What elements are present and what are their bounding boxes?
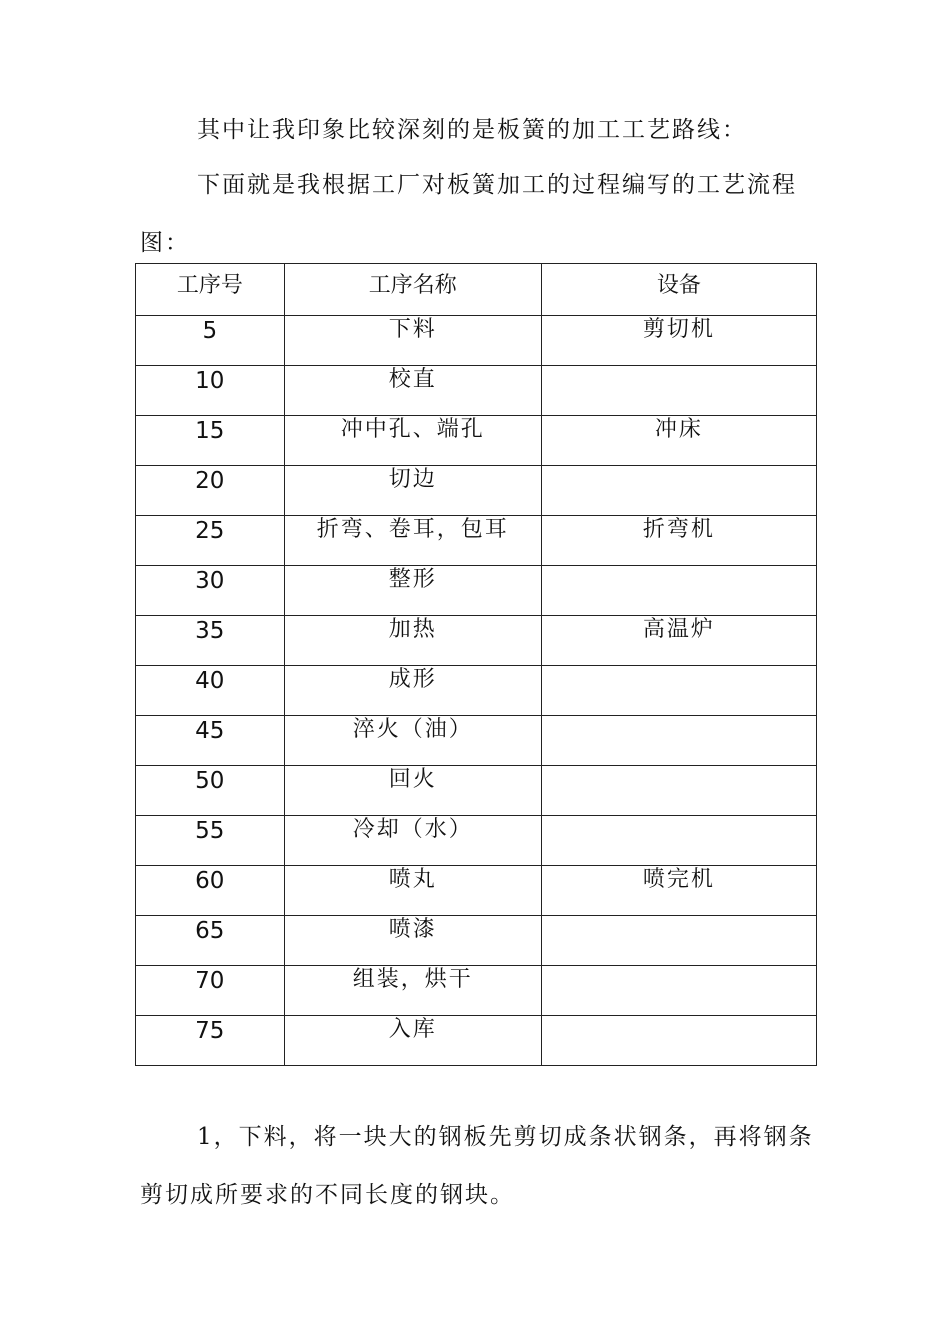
step-number-cell: 35 [136, 616, 285, 666]
table-row [136, 466, 817, 516]
table-row [136, 566, 817, 616]
step-number-cell: 25 [136, 516, 285, 566]
equipment-cell: 高温炉 [541, 616, 816, 666]
step-number-cell: 40 [136, 666, 285, 716]
step-number-cell: 5 [136, 316, 285, 366]
step-name-cell: 成形 [284, 666, 541, 716]
equipment-cell: 喷完机 [541, 866, 816, 916]
step-number-cell: 60 [136, 866, 285, 916]
equipment-cell [541, 566, 816, 616]
step-number-cell: 20 [136, 466, 285, 516]
step-number-cell: 70 [136, 966, 285, 1016]
step-number-cell: 30 [136, 566, 285, 616]
equipment-cell [541, 466, 816, 516]
step-name-cell: 喷漆 [284, 916, 541, 966]
step-name-cell: 切边 [284, 466, 541, 516]
step-name-cell: 喷丸 [284, 866, 541, 916]
equipment-cell [541, 666, 816, 716]
equipment-cell: 剪切机 [541, 316, 816, 366]
step-name-cell: 冷却（水） [284, 816, 541, 866]
table-row [136, 1016, 817, 1066]
step-name-cell: 淬火（油） [284, 716, 541, 766]
step-number-cell: 65 [136, 916, 285, 966]
equipment-cell: 冲床 [541, 416, 816, 466]
step-number-cell: 50 [136, 766, 285, 816]
step-number-cell: 15 [136, 416, 285, 466]
step-name-cell: 组装，烘干 [284, 966, 541, 1016]
table-row [136, 516, 817, 566]
table-row [136, 766, 817, 816]
step-name-cell: 入库 [284, 1016, 541, 1066]
table-row [136, 366, 817, 416]
equipment-cell [541, 716, 816, 766]
step1-paragraph: 1，下料，将一块大的钢板先剪切成条状钢条，再将钢条剪切成所要求的不同长度的钢块。 [140, 1124, 814, 1208]
table-row [136, 866, 817, 916]
step-name-cell: 整形 [284, 566, 541, 616]
step-name-cell: 下料 [284, 316, 541, 366]
table-row [136, 616, 817, 666]
step-number-cell: 45 [136, 716, 285, 766]
process-table [135, 263, 817, 1066]
table-row [136, 966, 817, 1016]
step-number-cell: 10 [136, 366, 285, 416]
table-row [136, 666, 817, 716]
equipment-cell [541, 916, 816, 966]
step-name-cell: 加热 [284, 616, 541, 666]
step-number-cell: 75 [136, 1016, 285, 1066]
step-name-cell: 校直 [284, 366, 541, 416]
table-row [136, 916, 817, 966]
equipment-cell: 折弯机 [541, 516, 816, 566]
header-step-number: 工序号 [136, 264, 285, 316]
equipment-cell [541, 966, 816, 1016]
table-header-row [136, 264, 817, 316]
equipment-cell [541, 366, 816, 416]
table-row [136, 416, 817, 466]
process-table-body [136, 316, 817, 1066]
step-name-cell: 回火 [284, 766, 541, 816]
step-number-cell: 55 [136, 816, 285, 866]
step-name-cell: 折弯、卷耳，包耳 [284, 516, 541, 566]
equipment-cell [541, 766, 816, 816]
intro-paragraph: 其中让我印象比较深刻的是板簧的加工工艺路线： [197, 117, 747, 143]
equipment-cell [541, 816, 816, 866]
header-equipment: 设备 [541, 264, 816, 316]
table-row [136, 716, 817, 766]
header-step-name: 工序名称 [284, 264, 541, 316]
table-row [136, 316, 817, 366]
table-row [136, 816, 817, 866]
equipment-cell [541, 1016, 816, 1066]
step-name-cell: 冲中孔、端孔 [284, 416, 541, 466]
lead-paragraph: 下面就是我根据工厂对板簧加工的过程编写的工艺流程图： [140, 172, 797, 256]
